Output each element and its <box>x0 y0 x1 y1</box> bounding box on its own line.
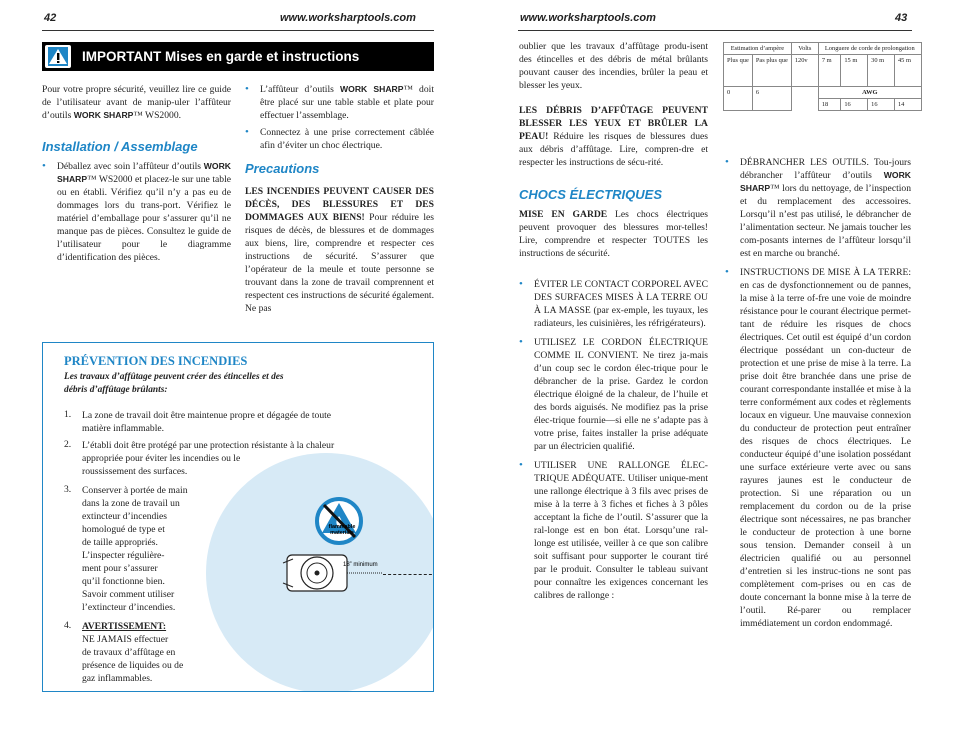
item1-number: 1. <box>64 409 72 420</box>
fire-heading: PRÉVENTION DES INCENDIES <box>64 354 248 368</box>
cell-length-2: 15 m <box>841 55 868 87</box>
continued-paragraph: oublier que les travaux d’affûtage produ-isent des étincelles et des débris de métal brûlants pouvant causer des incendies, brûler la peau et blesser les yeux. <box>519 41 708 91</box>
cell-row-max: 6 <box>752 87 791 111</box>
right-page-number: 43 <box>895 12 908 24</box>
item4-text: AVERTISSEMENT: NE JAMAIS effectuer de travaux d’affûtage en présence de liquides ou de gaz inflammables. <box>82 621 184 684</box>
eye-warning: LES DÉBRIS D’AFFÛTAGE PEUVENT BLESSER LES YEUX ET BRÛLER LA PEAU! Réduire les risques de blessures dues aux débris d’affûtage. Lire, compren-dre et respecter les instructions de sécu-rité. <box>519 105 708 168</box>
fire-prevention-box <box>42 342 434 692</box>
item3-number: 3. <box>64 484 72 495</box>
left-col-2 <box>245 83 434 315</box>
item1-text: La zone de travail doit être maintenue propre et dégagée de toute matière inflammable. <box>82 410 332 434</box>
cell-length-1: 7 m <box>818 55 841 87</box>
precautions-paragraph: LES INCENDIES PEUVENT CAUSER DES DÉCÈS, DES BLESSURES ET DES DOMMAGES AUX BIENS! Pour réduire les risques de décès, de blessures et de dommages aux biens, lire, comprendre et respecter ces instructions de sécurité. S’assurer que l’opérateur de la meule et toute personne se trouvant dans la zone de travail comprennent et respectent ces instructions de sécurité également. Ne pas <box>245 186 434 314</box>
right-page-url: www.worksharptools.com <box>520 12 656 24</box>
cell-gauge-3: 16 <box>868 99 895 111</box>
cell-gauge-4: 14 <box>894 99 921 111</box>
distance-line <box>383 574 434 575</box>
sharpener-diagram <box>279 483 434 603</box>
bullet-extension-cord: • UTILISER UNE RALLONGE ÉLEC-TRIQUE ADÉQUATE. Utiliser unique-ment une rallonge électrique à 3 fils avec prises de mise à la terre à 3 fiches et fiches à 3 pôles acceptant la fiche de l’outil. S’assurer que la ral-longe est en bon état. Lorsqu’une ral-longe est utilisée, veiller à ce que son calibre soit suffisant pour supporter le courant tiré par le produit. Consulter le tableau suivant pour connaître les exigences concernant les calibres de rallonge : <box>519 459 708 602</box>
cell-empty <box>791 87 818 111</box>
item2-number: 2. <box>64 439 72 450</box>
sharpener-illustration <box>283 555 383 591</box>
assembly-item: • L’affûteur d’outils WORK SHARP™ doit être placé sur une table stable et plate pour effectuer l’assemblage. <box>245 83 434 122</box>
connection-item: • Connectez à une prise correctement câblée afin d’éviter un choc électrique. <box>245 126 434 152</box>
col-amps: Estimation d’ampère <box>724 43 792 55</box>
shock-heading: CHOCS ÉLECTRIQUES <box>519 187 663 202</box>
bullet-grounding: • INSTRUCTIONS DE MISE À LA TERRE: en cas de dysfonctionnement ou de pannes, la mise à la terre of-fre une voie de moindre résistance pour le courant électrique permet-tant de réduire les risques de chocs électriques. Cet outil est équipé d’un cordon électrique possédant un con-ducteur de protection et une prise de mise à la terre. La prise doit être branchée dans une prise de courant correspondante installée et mise à la terre conformément aux codes et règlements locaux en vigueur. Une mauvaise connexion du conducteur de protection peut entraîner des risques de chocs électriques. Le conducteur équipé d’une isolation possédant une surface extérieure verte avec ou sans rayures jaunes est le conducteur de protection. Si une réparation ou un remplacement du cordon ou de la prise électrique sont nécessaires, ne pas brancher le conducteur de protection à une borne sous tension. Demander conseil à un électricien qualifié ou au personnel d’entretien si les instruc-tions ne sont pas complètement com-prises ou en cas de doute concernant la bonne mise à la terre de l’outil. Ré-parer ou remplacer immédiatement un cordon endommagé. <box>725 266 911 630</box>
cell-gauge-2: 16 <box>841 99 868 111</box>
flammable-label: flammable materials <box>328 524 356 536</box>
cell-awg: AWG <box>818 87 921 99</box>
shock-warning: MISE EN GARDE Les chocs électriques peuvent provoquer des blessures mor-telles! Lire, comprendre et respecter TOUTES les instructions de sécurité. <box>519 209 708 259</box>
bullet-unplug: • DÉBRANCHER LES OUTILS. Tou-jours débrancher l’affûteur d’outils WORK SHARP™ lors du nettoyage, de l’inspection et du remplacement des accessoires. Lorsqu’il n’est pas utilisé, le débrancher de l’alimentation secteur. Ne jamais toucher les com-posants internes de l’affûteur lorsqu’il est en marche ou branché. <box>725 156 911 260</box>
cell-length-3: 30 m <box>868 55 895 87</box>
cell-volts: 120v <box>791 55 818 87</box>
right-col-2 <box>725 156 911 630</box>
warning-icon <box>45 45 71 68</box>
bullet-use-cord: • UTILISEZ LE CORDON ÉLECTRIQUE COMME IL CONVIENT. Ne tirez ja-mais d’un coup sec le cordon élec-trique pour le débrancher de la prise. Gardez le cordon électrique éloigné de la chaleur, de l’huile et des bords aiguisés. Ne modifiez pas la prise élec-trique fournie—si elle ne s’adapte pas à votre prise, faites installer la prise adéquate par un électricien qualifié. <box>519 336 708 453</box>
col-volts: Volts <box>791 43 818 55</box>
bullet-avoid-contact: • ÉVITER LE CONTACT CORPOREL AVEC DES SURFACES MISES À LA TERRE OU À LA MASSE (par ex-emple, les tuyaux, les radiateurs, les cuisinières, les réfrigérateurs). <box>519 278 708 330</box>
installation-item: • Déballez avec soin l’affûteur d’outils WORK SHARP™ WS2000 et placez-le sur une table ou en établi. Vérifiez qu’il n’y a pas eu de dommages lors du trans-port. Vérifiez le matériel d’emballage pour s’assurer qu’il ne manque pas de pièces. Consultez le guide de l’utilisateur pour le diagramme d’identification des pièces. <box>42 160 231 264</box>
left-header-rule <box>42 30 434 31</box>
left-col-1 <box>42 83 231 264</box>
cell-row-min: 0 <box>724 87 753 111</box>
banner-title: IMPORTANT Mises en garde et instructions <box>82 49 360 64</box>
no-flammable-icon <box>317 499 361 543</box>
important-banner <box>42 42 434 71</box>
fire-subtitle: Les travaux d’affûtage peuvent créer des étincelles et des débris d’affûtage brûlants: <box>64 372 284 395</box>
item4-number: 4. <box>64 620 72 631</box>
intro-paragraph: Pour votre propre sécurité, veuillez lire ce guide de l’utilisateur avant de manip-uler l’affûteur d’outils WORK SHARP™ WS2000. <box>42 84 231 121</box>
cell-not-more: Pas plus que <box>752 55 791 87</box>
right-header-rule <box>518 30 912 31</box>
precautions-heading: Precautions <box>245 161 320 176</box>
col-length: Longuere de corde de prolongation <box>818 43 921 55</box>
cell-more-than: Plus que <box>724 55 753 87</box>
extension-cord-table <box>723 42 922 111</box>
right-col-1 <box>519 40 708 602</box>
distance-label: 18” minimum <box>343 562 378 568</box>
left-page-number: 42 <box>44 12 57 24</box>
cell-gauge-1: 18 <box>818 99 841 111</box>
cell-length-4: 45 m <box>894 55 921 87</box>
left-page-url: www.worksharptools.com <box>280 12 416 24</box>
installation-heading: Installation / Assemblage <box>42 139 198 154</box>
item3-text: Conserver à portée de main dans la zone de travail un extincteur d’incendies homologué de type et de taille appropriés. L’inspecter régulière- ment pour s’assurer qu’il fonctionne bien. Savoir comment utiliser l’extincteur d’incendies. <box>82 485 188 613</box>
item2-text: L’établi doit être protégé par une protection résistante à la chaleur appropriée pour éviter les incendies ou le roussissement des surfaces. <box>82 440 335 477</box>
